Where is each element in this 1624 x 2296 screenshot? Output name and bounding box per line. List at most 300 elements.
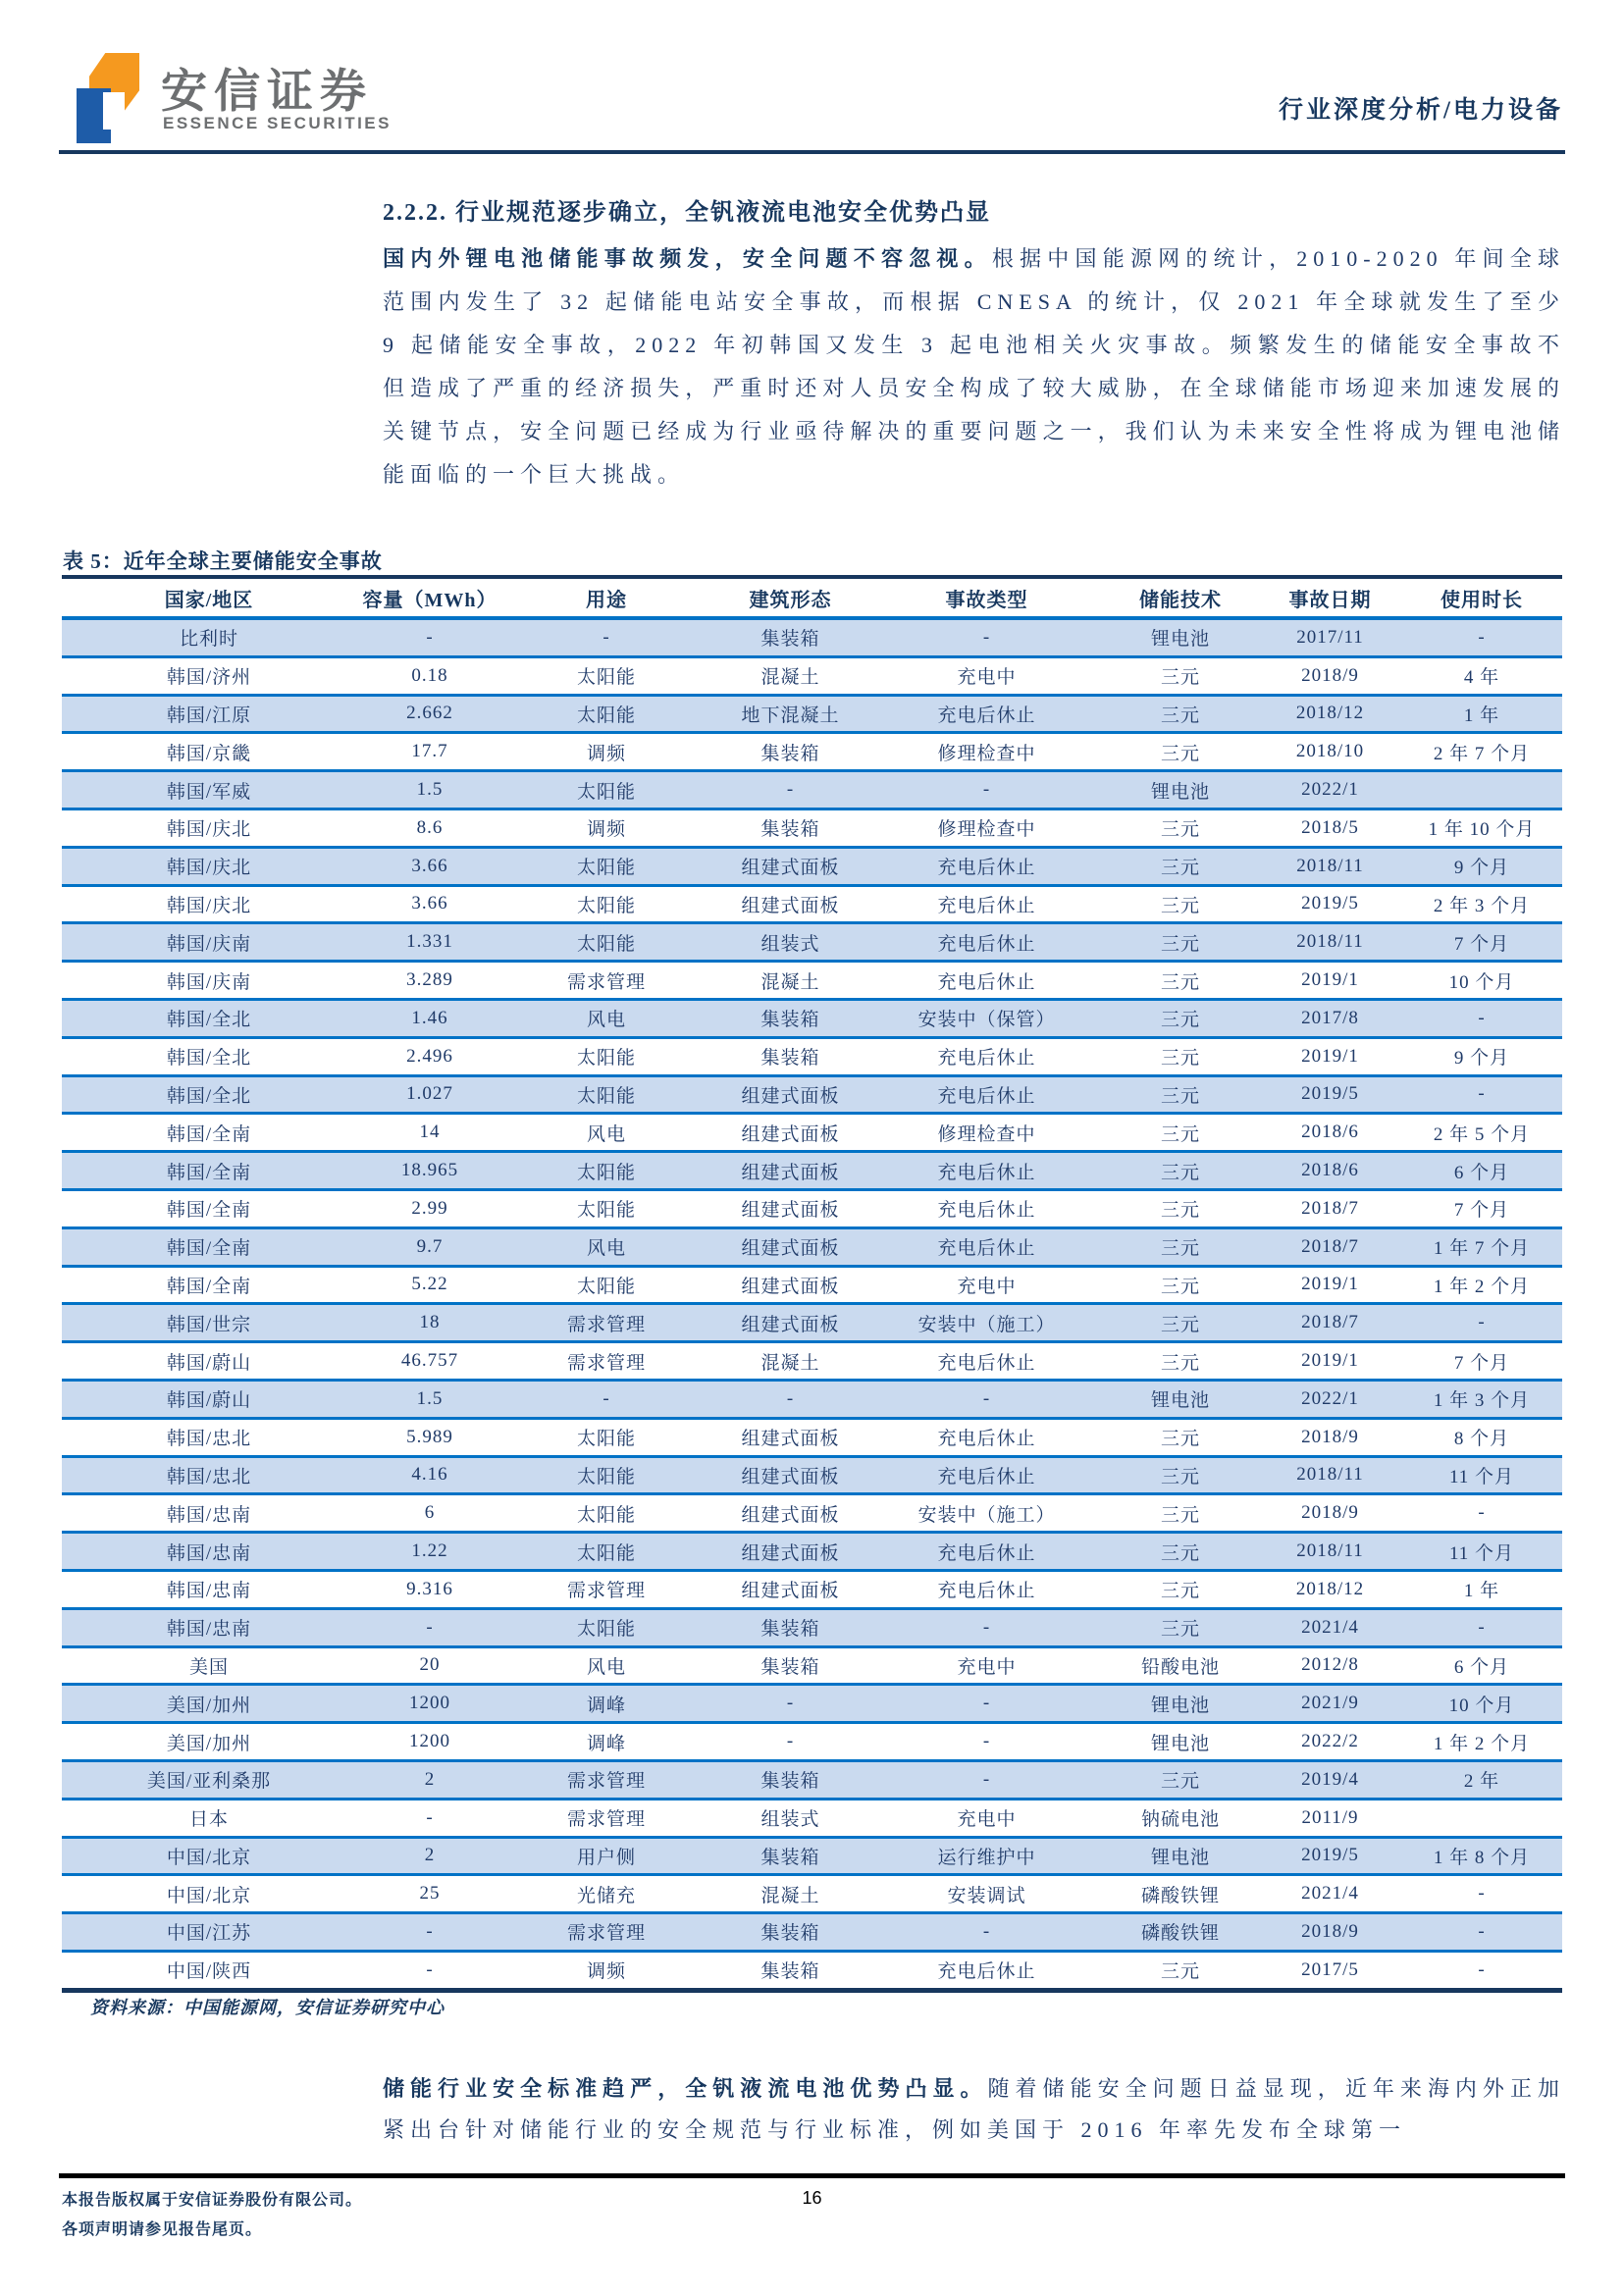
table-cell: 锂电池	[1150, 781, 1210, 803]
table-cell	[1401, 771, 1562, 809]
table-cell: 充电后休止	[937, 1429, 1036, 1450]
table-cell: 需求管理	[566, 1352, 646, 1374]
table-cell: 中国/江苏	[166, 1923, 252, 1945]
table-cell: 6 个月	[1453, 1162, 1510, 1183]
table-cell: 3.66	[411, 893, 448, 914]
table-row	[62, 962, 1562, 1000]
table-cell: 2019/5	[1301, 893, 1359, 914]
table-cell: 韩国/世宗	[166, 1314, 252, 1335]
table-cell: 太阳能	[576, 1466, 636, 1487]
logo-notch	[103, 92, 125, 130]
table-row	[62, 847, 1562, 885]
table-cell: -	[786, 1731, 795, 1751]
table-cell: 2 年 3 个月	[1433, 895, 1531, 916]
table-row	[62, 771, 1562, 809]
table-cell: 需求管理	[566, 1314, 646, 1335]
column-header: 用途	[586, 589, 627, 611]
table-cell: 太阳能	[576, 1048, 636, 1070]
table-cell: 修理检查中	[937, 1123, 1036, 1145]
table-cell: 2021/4	[1301, 1883, 1359, 1905]
table-cell: -	[426, 1920, 434, 1942]
table-cell: 1 年 8 个月	[1433, 1847, 1531, 1868]
table-cell: 韩国/全北	[166, 1085, 252, 1107]
table-cell: 太阳能	[576, 933, 636, 955]
table-cell: 韩国/忠南	[166, 1542, 252, 1564]
incident-table-body	[62, 618, 1562, 1988]
table-cell: 11 个月	[1448, 1542, 1515, 1564]
table-cell: 2018/11	[1296, 855, 1364, 876]
table-cell: 太阳能	[576, 858, 636, 879]
column-header: 使用时长	[1441, 589, 1523, 611]
table-cell: 韩国/忠南	[166, 1619, 252, 1641]
table-cell: 2018/11	[1296, 1464, 1364, 1486]
table-cell: 18.965	[400, 1160, 459, 1181]
table-row	[62, 1189, 1562, 1227]
table-cell: 韩国/全南	[166, 1238, 252, 1260]
table-source: 资料来源：中国能源网，安信证券研究中心	[90, 1998, 445, 2017]
table-cell: 集装箱	[760, 1656, 820, 1678]
table-cell: 1.027	[406, 1083, 453, 1105]
table-cell: -	[1478, 1920, 1486, 1942]
table-cell: 20	[419, 1654, 441, 1676]
table-cell: 锂电池	[1150, 1847, 1210, 1868]
table-row	[62, 809, 1562, 847]
table-row	[62, 1266, 1562, 1304]
table-cell: 韩国/济州	[166, 667, 252, 689]
table-cell: 组建式面板	[741, 1238, 840, 1260]
table-cell: -	[982, 779, 991, 801]
table-cell: 三元	[1160, 1581, 1200, 1602]
table-cell: 地下混凝土	[741, 704, 840, 726]
table-cell: 韩国/蔚山	[166, 1390, 252, 1412]
table-cell: 集装箱	[760, 1961, 820, 1983]
table-cell: -	[426, 1806, 434, 1828]
table-cell: 2017/5	[1301, 1958, 1359, 1980]
table-cell: -	[1478, 1883, 1486, 1905]
table-cell: 5.22	[411, 1274, 448, 1295]
table-row	[62, 1533, 1562, 1571]
table-cell: 集装箱	[760, 629, 820, 651]
table-cell: -	[982, 1387, 991, 1409]
table-cell: 锂电池	[1150, 1695, 1210, 1716]
table-cell: 组建式面板	[741, 1429, 840, 1450]
table-cell: 韩国/全南	[166, 1200, 252, 1222]
table-cell: -	[982, 1693, 991, 1714]
table-cell: 修理检查中	[937, 819, 1036, 841]
table-cell: 2.496	[406, 1045, 453, 1067]
table-cell: 2019/5	[1301, 1083, 1359, 1105]
table-cell: 锂电池	[1150, 1390, 1210, 1412]
incident-table-wrap	[62, 575, 1562, 1993]
table-cell: 2018/11	[1296, 1540, 1364, 1562]
table-cell: 充电后休止	[937, 1581, 1036, 1602]
table-cell: 锂电池	[1150, 1733, 1210, 1754]
table-cell: 调频	[586, 1961, 626, 1983]
table-cell: 10 个月	[1448, 1695, 1515, 1716]
table-row	[62, 1608, 1562, 1646]
table-cell: 风电	[586, 1656, 626, 1678]
table-cell	[1401, 1799, 1562, 1837]
table-cell: 2022/1	[1301, 1387, 1359, 1409]
table-cell: 充电后休止	[937, 1466, 1036, 1487]
table-cell: 9.316	[406, 1578, 453, 1599]
table-cell: 三元	[1160, 1619, 1200, 1641]
table-cell: 组装式	[760, 1809, 820, 1831]
table-cell: 2 年 7 个月	[1433, 743, 1531, 764]
table-cell: 1 年 7 个月	[1433, 1238, 1531, 1260]
table-cell: 2.99	[411, 1197, 448, 1219]
table-cell: 3.66	[411, 855, 448, 876]
table-cell: 集装箱	[760, 743, 820, 764]
table-cell: 2019/1	[1301, 1274, 1359, 1295]
table-cell: 组建式面板	[741, 1200, 840, 1222]
table-cell: 韩国/庆北	[166, 819, 252, 841]
table-cell: 7 个月	[1453, 933, 1510, 955]
table-cell: 1200	[409, 1731, 450, 1751]
table-cell: 2018/7	[1301, 1197, 1359, 1219]
table-cell: 美国/加州	[166, 1695, 252, 1716]
table-cell: -	[602, 1387, 610, 1409]
table-cell: 三元	[1160, 819, 1200, 841]
table-cell: 集装箱	[760, 1048, 820, 1070]
table-cell: 2018/6	[1301, 1160, 1359, 1181]
table-cell: 2018/5	[1301, 816, 1359, 838]
table-cell: 混凝土	[760, 1885, 820, 1906]
table-cell: -	[1478, 1616, 1486, 1638]
essence-logo-icon	[77, 53, 139, 143]
table-cell: 3.289	[406, 969, 453, 991]
table-cell: 0.18	[411, 664, 448, 686]
closing-paragraph	[383, 2068, 1565, 2151]
table-cell: 2019/1	[1301, 1045, 1359, 1067]
table-cell: 1200	[409, 1693, 450, 1714]
brand-name-cn: 安信证券	[161, 65, 373, 117]
table-cell: 1 年	[1463, 1581, 1500, 1602]
table-cell: 7 个月	[1453, 1352, 1510, 1374]
table-cell: 7 个月	[1453, 1200, 1510, 1222]
table-cell: 2018/12	[1295, 703, 1365, 724]
table-cell: 三元	[1160, 1162, 1200, 1183]
table-cell: 需求管理	[566, 971, 646, 993]
table-cell: 2018/12	[1295, 1578, 1365, 1599]
table-cell: 充电中	[957, 1276, 1017, 1297]
table-cell: 安装调试	[947, 1885, 1026, 1906]
table-cell: 三元	[1160, 1085, 1200, 1107]
table-cell: 组建式面板	[741, 1504, 840, 1526]
table-cell: 韩国/全北	[166, 1048, 252, 1070]
table-cell: 4 年	[1463, 667, 1500, 689]
table-row	[62, 733, 1562, 771]
section-heading: 2.2.2. 行业规范逐步确立，全钒液流电池安全优势凸显	[383, 200, 991, 226]
table-cell: 充电后休止	[937, 933, 1036, 955]
table-cell: 三元	[1160, 1276, 1200, 1297]
table-cell: 太阳能	[576, 1276, 636, 1297]
table-cell: 美国	[188, 1656, 229, 1678]
table-cell: 太阳能	[576, 1504, 636, 1526]
table-cell: 韩国/京畿	[166, 743, 252, 764]
table-row	[62, 923, 1562, 962]
table-cell: 14	[419, 1122, 441, 1143]
table-cell: 组建式面板	[741, 1314, 840, 1335]
table-cell: 调峰	[586, 1695, 626, 1716]
table-cell: 安装中（施工）	[917, 1314, 1056, 1335]
table-cell: 2022/2	[1301, 1731, 1359, 1751]
column-header: 事故日期	[1288, 589, 1372, 611]
table-cell: 2018/11	[1296, 931, 1364, 953]
table-cell: 太阳能	[576, 1085, 636, 1107]
table-cell: -	[786, 1693, 795, 1714]
table-cell: -	[1478, 1312, 1486, 1333]
table-cell: 1 年 3 个月	[1433, 1390, 1531, 1412]
table-cell: 充电后休止	[937, 1352, 1036, 1374]
table-cell: 2022/1	[1301, 779, 1359, 801]
table-row	[62, 1456, 1562, 1494]
table-cell: 2	[424, 1768, 436, 1790]
table-cell: 锂电池	[1150, 629, 1210, 651]
table-cell: 8.6	[416, 816, 444, 838]
table-cell: 三元	[1160, 895, 1200, 916]
table-row	[62, 1342, 1562, 1381]
table-cell: 韩国/蔚山	[166, 1352, 252, 1374]
table-row	[62, 1380, 1562, 1418]
table-cell: 需求管理	[566, 1771, 646, 1793]
table-cell: 2	[424, 1845, 436, 1866]
table-cell: 混凝土	[760, 971, 820, 993]
table-cell: 2021/4	[1301, 1616, 1359, 1638]
table-cell: 安装中（施工）	[917, 1504, 1056, 1526]
table-cell: 2018/9	[1301, 1426, 1359, 1447]
table-cell: 10 个月	[1448, 971, 1515, 993]
table-cell: 2017/11	[1296, 626, 1364, 648]
table-cell: 2011/9	[1301, 1806, 1359, 1828]
table-cell: -	[602, 626, 610, 648]
table-cell: 2018/9	[1301, 1920, 1359, 1942]
table-cell: 25	[419, 1883, 441, 1905]
table-cell: -	[1478, 1083, 1486, 1105]
table-cell: 三元	[1160, 933, 1200, 955]
table-cell: 韩国/庆南	[166, 933, 252, 955]
table-cell: 三元	[1160, 1314, 1200, 1335]
table-cell: 组建式面板	[741, 895, 840, 916]
table-row	[62, 1114, 1562, 1152]
table-cell: 太阳能	[576, 1619, 636, 1641]
table-row	[62, 999, 1562, 1037]
table-cell: 18	[419, 1312, 441, 1333]
brand-name-en: ESSENCE SECURITIES	[163, 114, 392, 132]
table-row	[62, 1418, 1562, 1456]
table-cell: 充电后休止	[937, 895, 1036, 916]
table-cell: 集装箱	[760, 1847, 820, 1868]
table-cell: 2017/8	[1301, 1007, 1359, 1028]
table-cell: 充电后休止	[937, 971, 1036, 993]
table-cell: -	[426, 626, 434, 648]
table-cell: -	[1478, 626, 1486, 648]
table-cell: 2018/9	[1301, 664, 1359, 686]
table-cell: 美国/加州	[166, 1733, 252, 1754]
table-row	[62, 1837, 1562, 1875]
table-cell: 1.22	[411, 1540, 448, 1562]
table-cell: 充电后休止	[937, 1048, 1036, 1070]
table-cell: 修理检查中	[937, 743, 1036, 764]
page-number: 16	[802, 2188, 822, 2208]
table-cell: -	[982, 1920, 991, 1942]
column-header: 事故类型	[945, 589, 1028, 611]
table-cell: 2 年 5 个月	[1433, 1123, 1531, 1145]
table-cell: 三元	[1160, 667, 1200, 689]
table-row	[62, 695, 1562, 733]
table-cell: 2012/8	[1301, 1654, 1359, 1676]
table-cell: 2021/9	[1301, 1693, 1359, 1714]
table-cell: 三元	[1160, 1010, 1200, 1031]
table-cell: 调频	[586, 819, 626, 841]
table-row	[62, 1685, 1562, 1723]
table-cell: -	[982, 1731, 991, 1751]
table-cell: 2018/7	[1301, 1235, 1359, 1257]
table-cell: 2018/9	[1301, 1502, 1359, 1524]
report-category: 行业深度分析/电力设备	[1279, 97, 1563, 124]
table-cell: 韩国/忠南	[166, 1581, 252, 1602]
table-cell: 组装式	[760, 933, 820, 955]
table-cell: 充电后休止	[937, 1542, 1036, 1564]
column-header: 容量（MWh）	[362, 589, 498, 611]
table-cell: 组建式面板	[741, 1466, 840, 1487]
table-cell: 韩国/军威	[166, 781, 252, 803]
table-cell: 需求管理	[566, 1581, 646, 1602]
table-cell: 太阳能	[576, 781, 636, 803]
table-row	[62, 1913, 1562, 1952]
table-cell: 比利时	[179, 629, 238, 651]
table-cell: 充电后休止	[937, 858, 1036, 879]
table-cell: 8 个月	[1453, 1429, 1510, 1450]
table-cell: 1 年 2 个月	[1433, 1733, 1531, 1754]
table-cell: 风电	[586, 1123, 626, 1145]
table-cell: 钠硫电池	[1140, 1809, 1220, 1831]
table-cell: 太阳能	[576, 1162, 636, 1183]
table-row	[62, 1875, 1562, 1913]
table-cell: 需求管理	[566, 1809, 646, 1831]
lead-paragraph	[383, 237, 1565, 496]
table-row	[62, 1723, 1562, 1761]
table-cell: 光储充	[576, 1885, 636, 1906]
table-cell: 11 个月	[1448, 1466, 1515, 1487]
table-cell: 组建式面板	[741, 1123, 840, 1145]
table-cell: 充电后休止	[937, 1238, 1036, 1260]
header-rule	[59, 150, 1565, 154]
table-cell: 集装箱	[760, 819, 820, 841]
table-cell: 三元	[1160, 1466, 1200, 1487]
table-cell: 充电后休止	[937, 1085, 1036, 1107]
table-cell: 6	[424, 1502, 436, 1524]
table-cell: -	[982, 1616, 991, 1638]
table-cell: 中国/陕西	[166, 1961, 252, 1983]
table-cell: 韩国/全南	[166, 1162, 252, 1183]
table-row	[62, 1227, 1562, 1266]
table-cell: 1 年 10 个月	[1428, 819, 1536, 841]
table-cell: 2019/5	[1301, 1845, 1359, 1866]
table-cell: 1.5	[416, 1387, 444, 1409]
table-cell: 46.757	[400, 1350, 459, 1372]
table-row	[62, 1646, 1562, 1685]
brand-header	[77, 49, 626, 147]
column-header: 建筑形态	[749, 589, 832, 611]
table-cell: -	[426, 1616, 434, 1638]
table-cell: -	[982, 1768, 991, 1790]
table-cell: 1.5	[416, 779, 444, 801]
table-cell: 混凝土	[760, 1352, 820, 1374]
table-cell: 太阳能	[576, 1200, 636, 1222]
table-row	[62, 1951, 1562, 1987]
column-header: 国家/地区	[164, 589, 254, 611]
table-cell: 三元	[1160, 1238, 1200, 1260]
table-cell: 运行维护中	[937, 1847, 1036, 1868]
table-row	[62, 618, 1562, 656]
table-cell: 5.989	[406, 1426, 453, 1447]
table-cell: 中国/北京	[166, 1885, 252, 1906]
table-row	[62, 1570, 1562, 1608]
table-header-row	[62, 579, 1562, 618]
table-cell: 9.7	[416, 1235, 444, 1257]
table-cell: 充电后休止	[937, 1162, 1036, 1183]
table-cell: 三元	[1160, 1542, 1200, 1564]
table-cell: 用户侧	[576, 1847, 636, 1868]
table-cell: 组建式面板	[741, 1162, 840, 1183]
table-cell: 三元	[1160, 1771, 1200, 1793]
table-cell: 9 个月	[1453, 1048, 1510, 1070]
table-cell: 风电	[586, 1238, 626, 1260]
table-cell: 磷酸铁锂	[1140, 1923, 1220, 1945]
table-row	[62, 1037, 1562, 1075]
table-cell: 太阳能	[576, 704, 636, 726]
table-cell: 组建式面板	[741, 1581, 840, 1602]
table-cell: 2019/4	[1301, 1768, 1359, 1790]
footer-line-2: 各项声明请参见报告尾页。	[62, 2221, 263, 2238]
table-row	[62, 1075, 1562, 1114]
table-cell: 调频	[586, 743, 626, 764]
table-cell: 三元	[1160, 1429, 1200, 1450]
table-cell: 2019/1	[1301, 1350, 1359, 1372]
table-title: 表 5：近年全球主要储能安全事故	[63, 549, 383, 573]
table-cell: 充电中	[957, 667, 1017, 689]
table-cell: 2018/7	[1301, 1312, 1359, 1333]
table-cell: 三元	[1160, 1961, 1200, 1983]
table-cell: 充电后休止	[937, 1200, 1036, 1222]
table-cell: 韩国/庆北	[166, 895, 252, 916]
table-cell: 2018/10	[1295, 741, 1365, 762]
table-cell: 美国/亚利桑那	[146, 1771, 272, 1793]
table-row	[62, 656, 1562, 695]
table-cell: 集装箱	[760, 1619, 820, 1641]
table-cell: 韩国/全北	[166, 1010, 252, 1031]
table-cell: 铅酸电池	[1140, 1656, 1220, 1678]
table-cell: 1.331	[406, 931, 453, 953]
table-cell: 韩国/江原	[166, 704, 252, 726]
table-cell: -	[786, 1387, 795, 1409]
table-cell: 混凝土	[760, 667, 820, 689]
table-cell: 三元	[1160, 1123, 1200, 1145]
table-row	[62, 885, 1562, 923]
table-cell: 4.16	[411, 1464, 448, 1486]
table-cell: 充电后休止	[937, 704, 1036, 726]
table-cell: 充电中	[957, 1809, 1017, 1831]
table-cell: 集装箱	[760, 1923, 820, 1945]
table-cell: 三元	[1160, 743, 1200, 764]
table-cell: 1 年	[1463, 704, 1500, 726]
column-header: 储能技术	[1139, 589, 1222, 611]
table-cell: 三元	[1160, 971, 1200, 993]
table-cell: 三元	[1160, 1200, 1200, 1222]
table-cell: 调峰	[586, 1733, 626, 1754]
table-row	[62, 1494, 1562, 1533]
